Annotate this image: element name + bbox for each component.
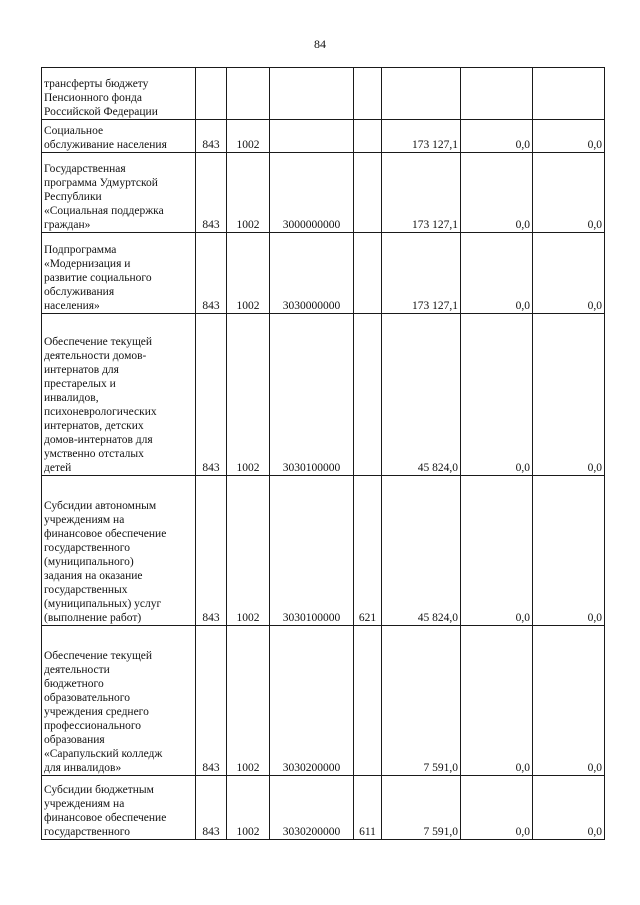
item-name-line: бюджетного <box>44 678 104 690</box>
expense-type-cell: 621 <box>354 476 382 626</box>
target-article-cell: 3030200000 <box>270 776 354 840</box>
item-name-line: финансовое обеспечение <box>44 528 167 540</box>
item-name-line: государственного <box>44 826 130 838</box>
amount-cell-3: 0,0 <box>533 626 605 776</box>
item-name-line: (муниципального) <box>44 556 134 568</box>
expense-type-cell <box>354 153 382 233</box>
item-name-line: инвалидов, <box>44 392 99 404</box>
target-article-cell: 3030000000 <box>270 233 354 314</box>
expense-type-cell <box>354 626 382 776</box>
amount-cell-3: 0,0 <box>533 476 605 626</box>
item-name-cell <box>42 476 196 626</box>
item-name-line: «Модернизация и <box>44 258 131 270</box>
item-name-line: престарелых и <box>44 378 116 390</box>
ved-code-cell: 843 <box>196 626 227 776</box>
item-name-line: учреждения среднего <box>44 706 149 718</box>
item-name-line: Российской Федерации <box>44 106 158 118</box>
item-name-line: населения» <box>44 300 100 312</box>
amount-cell-2: 0,0 <box>461 776 533 840</box>
item-name-line: (выполнение работ) <box>44 612 142 624</box>
item-name-line: образовательного <box>44 692 130 704</box>
amount-cell-1: 45 824,0 <box>382 476 461 626</box>
table-row <box>42 476 605 626</box>
amount-cell-1 <box>382 68 461 120</box>
expense-type-cell <box>354 120 382 153</box>
amount-cell-3: 0,0 <box>533 776 605 840</box>
item-name-line: трансферты бюджету <box>44 78 149 90</box>
item-name-line: обслуживание населения <box>44 139 167 151</box>
target-article-cell <box>270 120 354 153</box>
amount-cell-1: 7 591,0 <box>382 626 461 776</box>
section-code-cell: 1002 <box>227 233 270 314</box>
item-name-cell <box>42 120 196 153</box>
item-name-line: обслуживания <box>44 286 115 298</box>
item-name-line: Социальное <box>44 125 104 137</box>
item-name-line: Субсидии бюджетным <box>44 784 154 796</box>
item-name-cell <box>42 314 196 476</box>
item-name-line: детей <box>44 462 72 474</box>
ved-code-cell <box>196 68 227 120</box>
section-code-cell: 1002 <box>227 776 270 840</box>
ved-code-cell: 843 <box>196 233 227 314</box>
amount-cell-2: 0,0 <box>461 233 533 314</box>
item-name-line: для инвалидов» <box>44 762 122 774</box>
item-name-line: развитие социального <box>44 272 152 284</box>
ved-code-cell: 843 <box>196 314 227 476</box>
item-name-line: Государственная <box>44 163 126 175</box>
amount-cell-3: 0,0 <box>533 314 605 476</box>
item-name-line: государственных <box>44 584 128 596</box>
amount-cell-2: 0,0 <box>461 626 533 776</box>
item-name-cell <box>42 68 196 120</box>
target-article-cell <box>270 68 354 120</box>
table-body <box>42 68 605 840</box>
table-row <box>42 776 605 840</box>
table-row <box>42 626 605 776</box>
table-row <box>42 314 605 476</box>
ved-code-cell: 843 <box>196 476 227 626</box>
item-name-line: деятельности <box>44 664 110 676</box>
item-name-line: деятельности домов- <box>44 350 147 362</box>
target-article-cell: 3030100000 <box>270 314 354 476</box>
item-name-line: граждан» <box>44 219 91 231</box>
expense-type-cell: 611 <box>354 776 382 840</box>
item-name-line: интернатов для <box>44 364 119 376</box>
amount-cell-2: 0,0 <box>461 314 533 476</box>
amount-cell-2: 0,0 <box>461 153 533 233</box>
target-article-cell: 3030200000 <box>270 626 354 776</box>
item-name-line: «Сарапульский колледж <box>44 748 163 760</box>
amount-cell-1: 173 127,1 <box>382 153 461 233</box>
section-code-cell <box>227 68 270 120</box>
amount-cell-2 <box>461 68 533 120</box>
item-name-line: финансовое обеспечение <box>44 812 167 824</box>
item-name-cell <box>42 626 196 776</box>
item-name-line: образования <box>44 734 105 746</box>
item-name-cell <box>42 776 196 840</box>
section-code-cell: 1002 <box>227 314 270 476</box>
expense-type-cell <box>354 68 382 120</box>
item-name-line: учреждениям на <box>44 514 125 526</box>
ved-code-cell: 843 <box>196 776 227 840</box>
expense-type-cell <box>354 314 382 476</box>
target-article-cell: 3030100000 <box>270 476 354 626</box>
item-name-line: программа Удмуртской <box>44 177 158 189</box>
item-name-cell <box>42 153 196 233</box>
item-name-line: профессионального <box>44 720 142 732</box>
item-name-line: «Социальная поддержка <box>44 205 164 217</box>
amount-cell-1: 7 591,0 <box>382 776 461 840</box>
page-number: 84 <box>314 37 326 51</box>
table-row <box>42 120 605 153</box>
amount-cell-3: 0,0 <box>533 120 605 153</box>
item-name-line: государственного <box>44 542 130 554</box>
amount-cell-3 <box>533 68 605 120</box>
amount-cell-3: 0,0 <box>533 153 605 233</box>
amount-cell-1: 45 824,0 <box>382 314 461 476</box>
item-name-line: Обеспечение текущей <box>44 336 153 348</box>
item-name-line: учреждениям на <box>44 798 125 810</box>
amount-cell-2: 0,0 <box>461 476 533 626</box>
amount-cell-3: 0,0 <box>533 233 605 314</box>
item-name-line: Республики <box>44 191 102 203</box>
ved-code-cell: 843 <box>196 120 227 153</box>
amount-cell-1: 173 127,1 <box>382 233 461 314</box>
section-code-cell: 1002 <box>227 153 270 233</box>
amount-cell-2: 0,0 <box>461 120 533 153</box>
item-name-line: домов-интернатов для <box>44 434 153 446</box>
item-name-line: (муниципальных) услуг <box>44 598 162 610</box>
target-article-cell: 3000000000 <box>270 153 354 233</box>
item-name-line: интернатов, детских <box>44 420 144 432</box>
item-name-line: Пенсионного фонда <box>44 92 142 104</box>
amount-cell-1: 173 127,1 <box>382 120 461 153</box>
ved-code-cell: 843 <box>196 153 227 233</box>
item-name-line: Обеспечение текущей <box>44 650 153 662</box>
table-row <box>42 68 605 120</box>
item-name-line: умственно отсталых <box>44 448 144 460</box>
item-name-line: психоневрологических <box>44 406 157 418</box>
section-code-cell: 1002 <box>227 626 270 776</box>
table-row <box>42 153 605 233</box>
section-code-cell: 1002 <box>227 120 270 153</box>
item-name-line: задания на оказание <box>44 570 143 582</box>
budget-table <box>41 67 605 840</box>
expense-type-cell <box>354 233 382 314</box>
item-name-line: Субсидии автономным <box>44 500 157 512</box>
item-name-cell <box>42 233 196 314</box>
table-row <box>42 233 605 314</box>
section-code-cell: 1002 <box>227 476 270 626</box>
item-name-line: Подпрограмма <box>44 244 117 256</box>
